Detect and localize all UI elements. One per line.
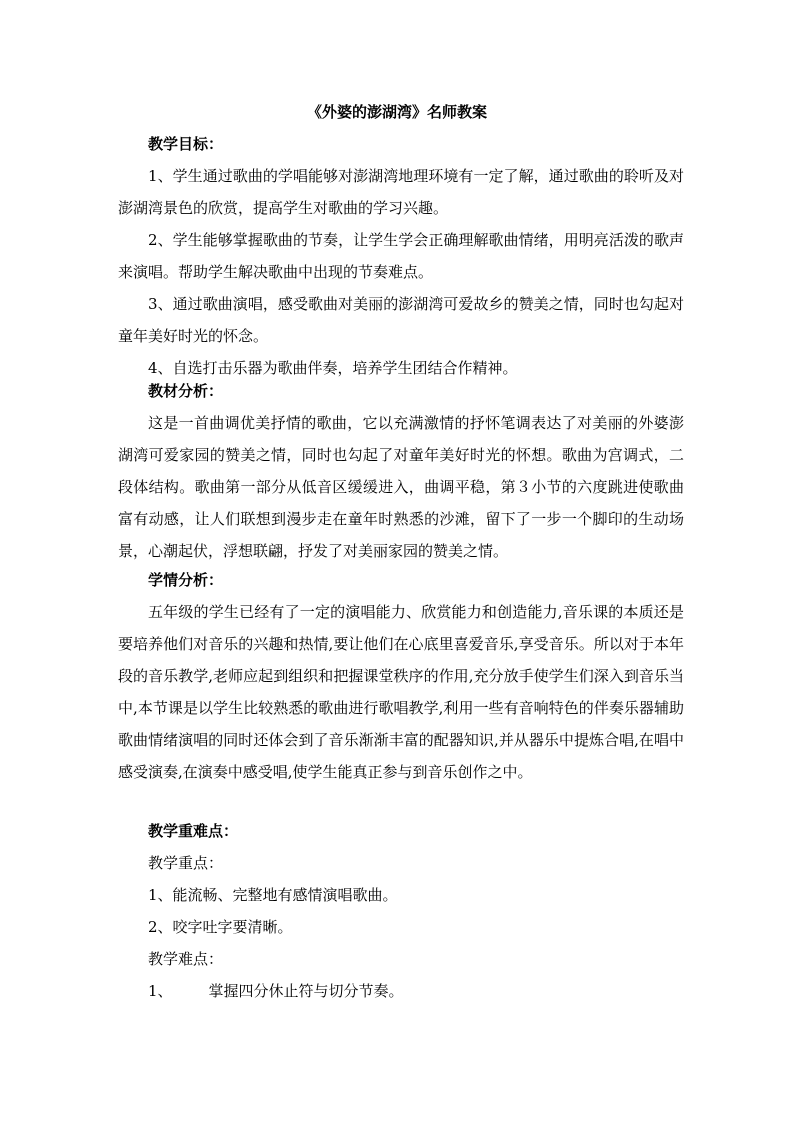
goals-section (118, 128, 684, 384)
difficult-item-text: 掌握四分休止符与切分节奏。 (208, 982, 404, 1000)
difficult-label: 教学难点： (148, 950, 224, 968)
students-text: 五年级的学生已经有了一定的演唱能力、欣赏能力和创造能力,音乐课的本质还是要培养他们对音乐的兴趣和热情,要让他们在心底里喜爱音乐,享受音乐。所以对于本年段的音乐教学,老师应起到组织和把握课堂秩序的作用,充分放手使学生们深入到音乐当中,本节课是以学生比较熟悉的歌曲进行歌唱教学,利用一些有音响特色的伴奏乐器辅助歌曲情绪演唱的同时还体会到了音乐渐渐丰富的配器知识,并从器乐中提炼合唱,在唱中感受演奏,在演奏中感受唱,使学生能真正参与到音乐创作之中。 (118, 603, 684, 781)
keypoints-heading: 教学重难点： (148, 822, 239, 840)
goal-item-1: 1、学生通过歌曲的学唱能够对澎湖湾地理环境有一定了解，通过歌曲的聆听及对澎湖湾景色的欣赏，提高学生对歌曲的学习兴趣。 (118, 167, 684, 217)
students-section (118, 564, 684, 788)
students-heading: 学情分析： (148, 571, 224, 589)
goal-item-3: 3、通过歌曲演唱，感受歌曲对美丽的澎湖湾可爱故乡的赞美之情，同时也勾起对童年美好时光的怀念。 (118, 295, 684, 345)
difficult-item-number: 1、 (148, 982, 173, 1000)
key-item-1: 1、能流畅、完整地有感情演唱歌曲。 (148, 886, 398, 904)
key-label: 教学重点： (148, 854, 224, 872)
material-section (118, 375, 684, 567)
difficult-item-1 (148, 975, 404, 1007)
key-item-2: 2、咬字吐字要清晰。 (148, 918, 293, 936)
material-heading: 教材分析： (148, 382, 224, 400)
material-text: 这是一首曲调优美抒情的歌曲，它以充满激情的抒怀笔调表达了对美丽的外婆澎湖湾可爱家园的赞美之情，同时也勾起了对童年美好时光的怀想。歌曲为宫调式，二段体结构。歌曲第一部分从低音区缓缓进入，曲调平稳，第３小节的六度跳进使歌曲富有动感，让人们联想到漫步走在童年时熟悉的沙滩，留下了一步一个脚印的生动场景，心潮起伏，浮想联翩，抒发了对美丽家园的赞美之情。 (118, 414, 684, 560)
keypoints-section (118, 815, 684, 975)
goal-item-2: 2、学生能够掌握歌曲的节奏，让学生学会正确理解歌曲情绪，用明亮活泼的歌声来演唱。帮助学生解决歌曲中出现的节奏难点。 (118, 231, 684, 281)
goal-item-4: 4、自选打击乐器为歌曲伴奏，培养学生团结合作精神。 (148, 359, 518, 377)
document-title: 《外婆的澎湖湾》名师教案 (306, 103, 487, 121)
goals-heading: 教学目标： (148, 135, 224, 153)
